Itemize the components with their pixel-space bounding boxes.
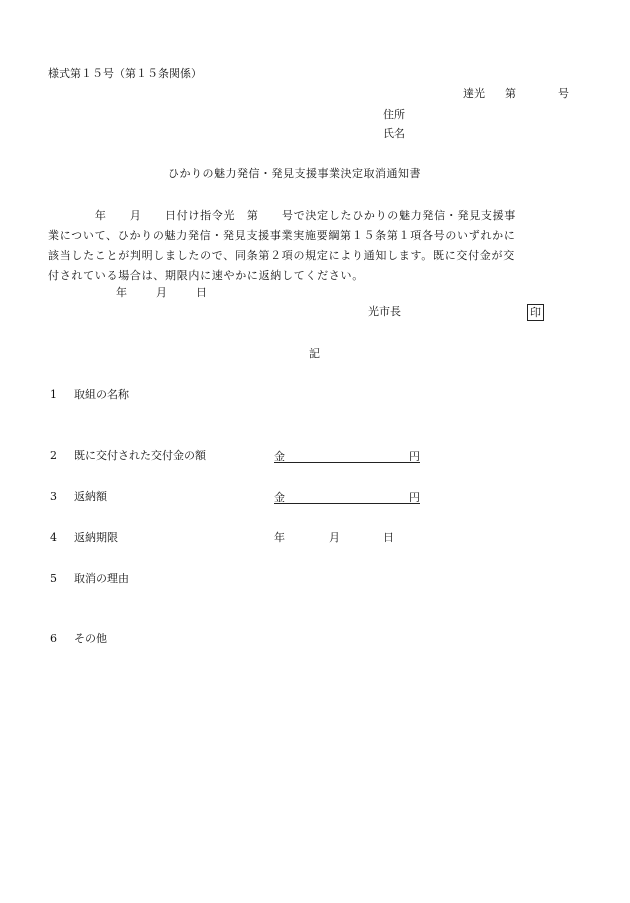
seal-mark: 印 (527, 304, 544, 321)
address-label: 住所 (383, 108, 405, 121)
item-number: 6 (50, 632, 57, 645)
item-label-project-name: 取組の名称 (74, 388, 129, 401)
doc-number-prefix: 達光 (463, 87, 485, 100)
body-line: 付されている場合は、期限内に速やかに返納してください。 (48, 269, 364, 282)
item-label-other: その他 (74, 632, 107, 645)
item-number: 5 (50, 572, 57, 585)
date-year: 年 (116, 286, 127, 299)
date-month: 月 (156, 286, 167, 299)
body-indent (48, 209, 95, 222)
ki-heading: 記 (309, 347, 320, 360)
item-number: 4 (50, 531, 57, 544)
return-amount-field (274, 489, 420, 504)
name-label: 氏名 (383, 127, 405, 140)
granted-amount-field (274, 448, 420, 463)
body-line: 年 月 日付け指令光 第 号で決定したひかりの魅力発信・発見支援事 (48, 206, 582, 226)
document-title: ひかりの魅力発信・発見支援事業決定取消通知書 (168, 167, 421, 180)
signer-title: 光市長 (368, 305, 401, 318)
item-label-cancel-reason: 取消の理由 (74, 572, 129, 585)
date-day: 日 (196, 286, 207, 299)
deadline-year: 年 (274, 531, 285, 544)
yen-prefix: 金 (274, 450, 285, 463)
item-label-granted-amount: 既に交付された交付金の額 (74, 449, 206, 462)
item-label-return-deadline: 返納期限 (74, 531, 118, 544)
item-label-return-amount: 返納額 (74, 490, 107, 503)
yen-suffix: 円 (409, 450, 420, 463)
item-number: 1 (50, 388, 57, 401)
item-number: 2 (50, 449, 57, 462)
doc-number-suffix: 号 (558, 87, 569, 100)
yen-prefix: 金 (274, 491, 285, 504)
yen-suffix: 円 (409, 491, 420, 504)
form-number: 様式第１５号（第１５条関係） (48, 67, 202, 80)
item-number: 3 (50, 490, 57, 503)
body-paragraph (48, 206, 582, 286)
deadline-month: 月 (329, 531, 340, 544)
deadline-day: 日 (383, 531, 394, 544)
body-line: 業について、ひかりの魅力発信・発見支援事業実施要綱第１５条第１項各号のいずれかに (48, 229, 516, 242)
body-line: 該当したことが判明しましたので、同条第２項の規定により通知します。既に交付金が交 (48, 249, 515, 262)
doc-number-mid: 第 (505, 87, 516, 100)
